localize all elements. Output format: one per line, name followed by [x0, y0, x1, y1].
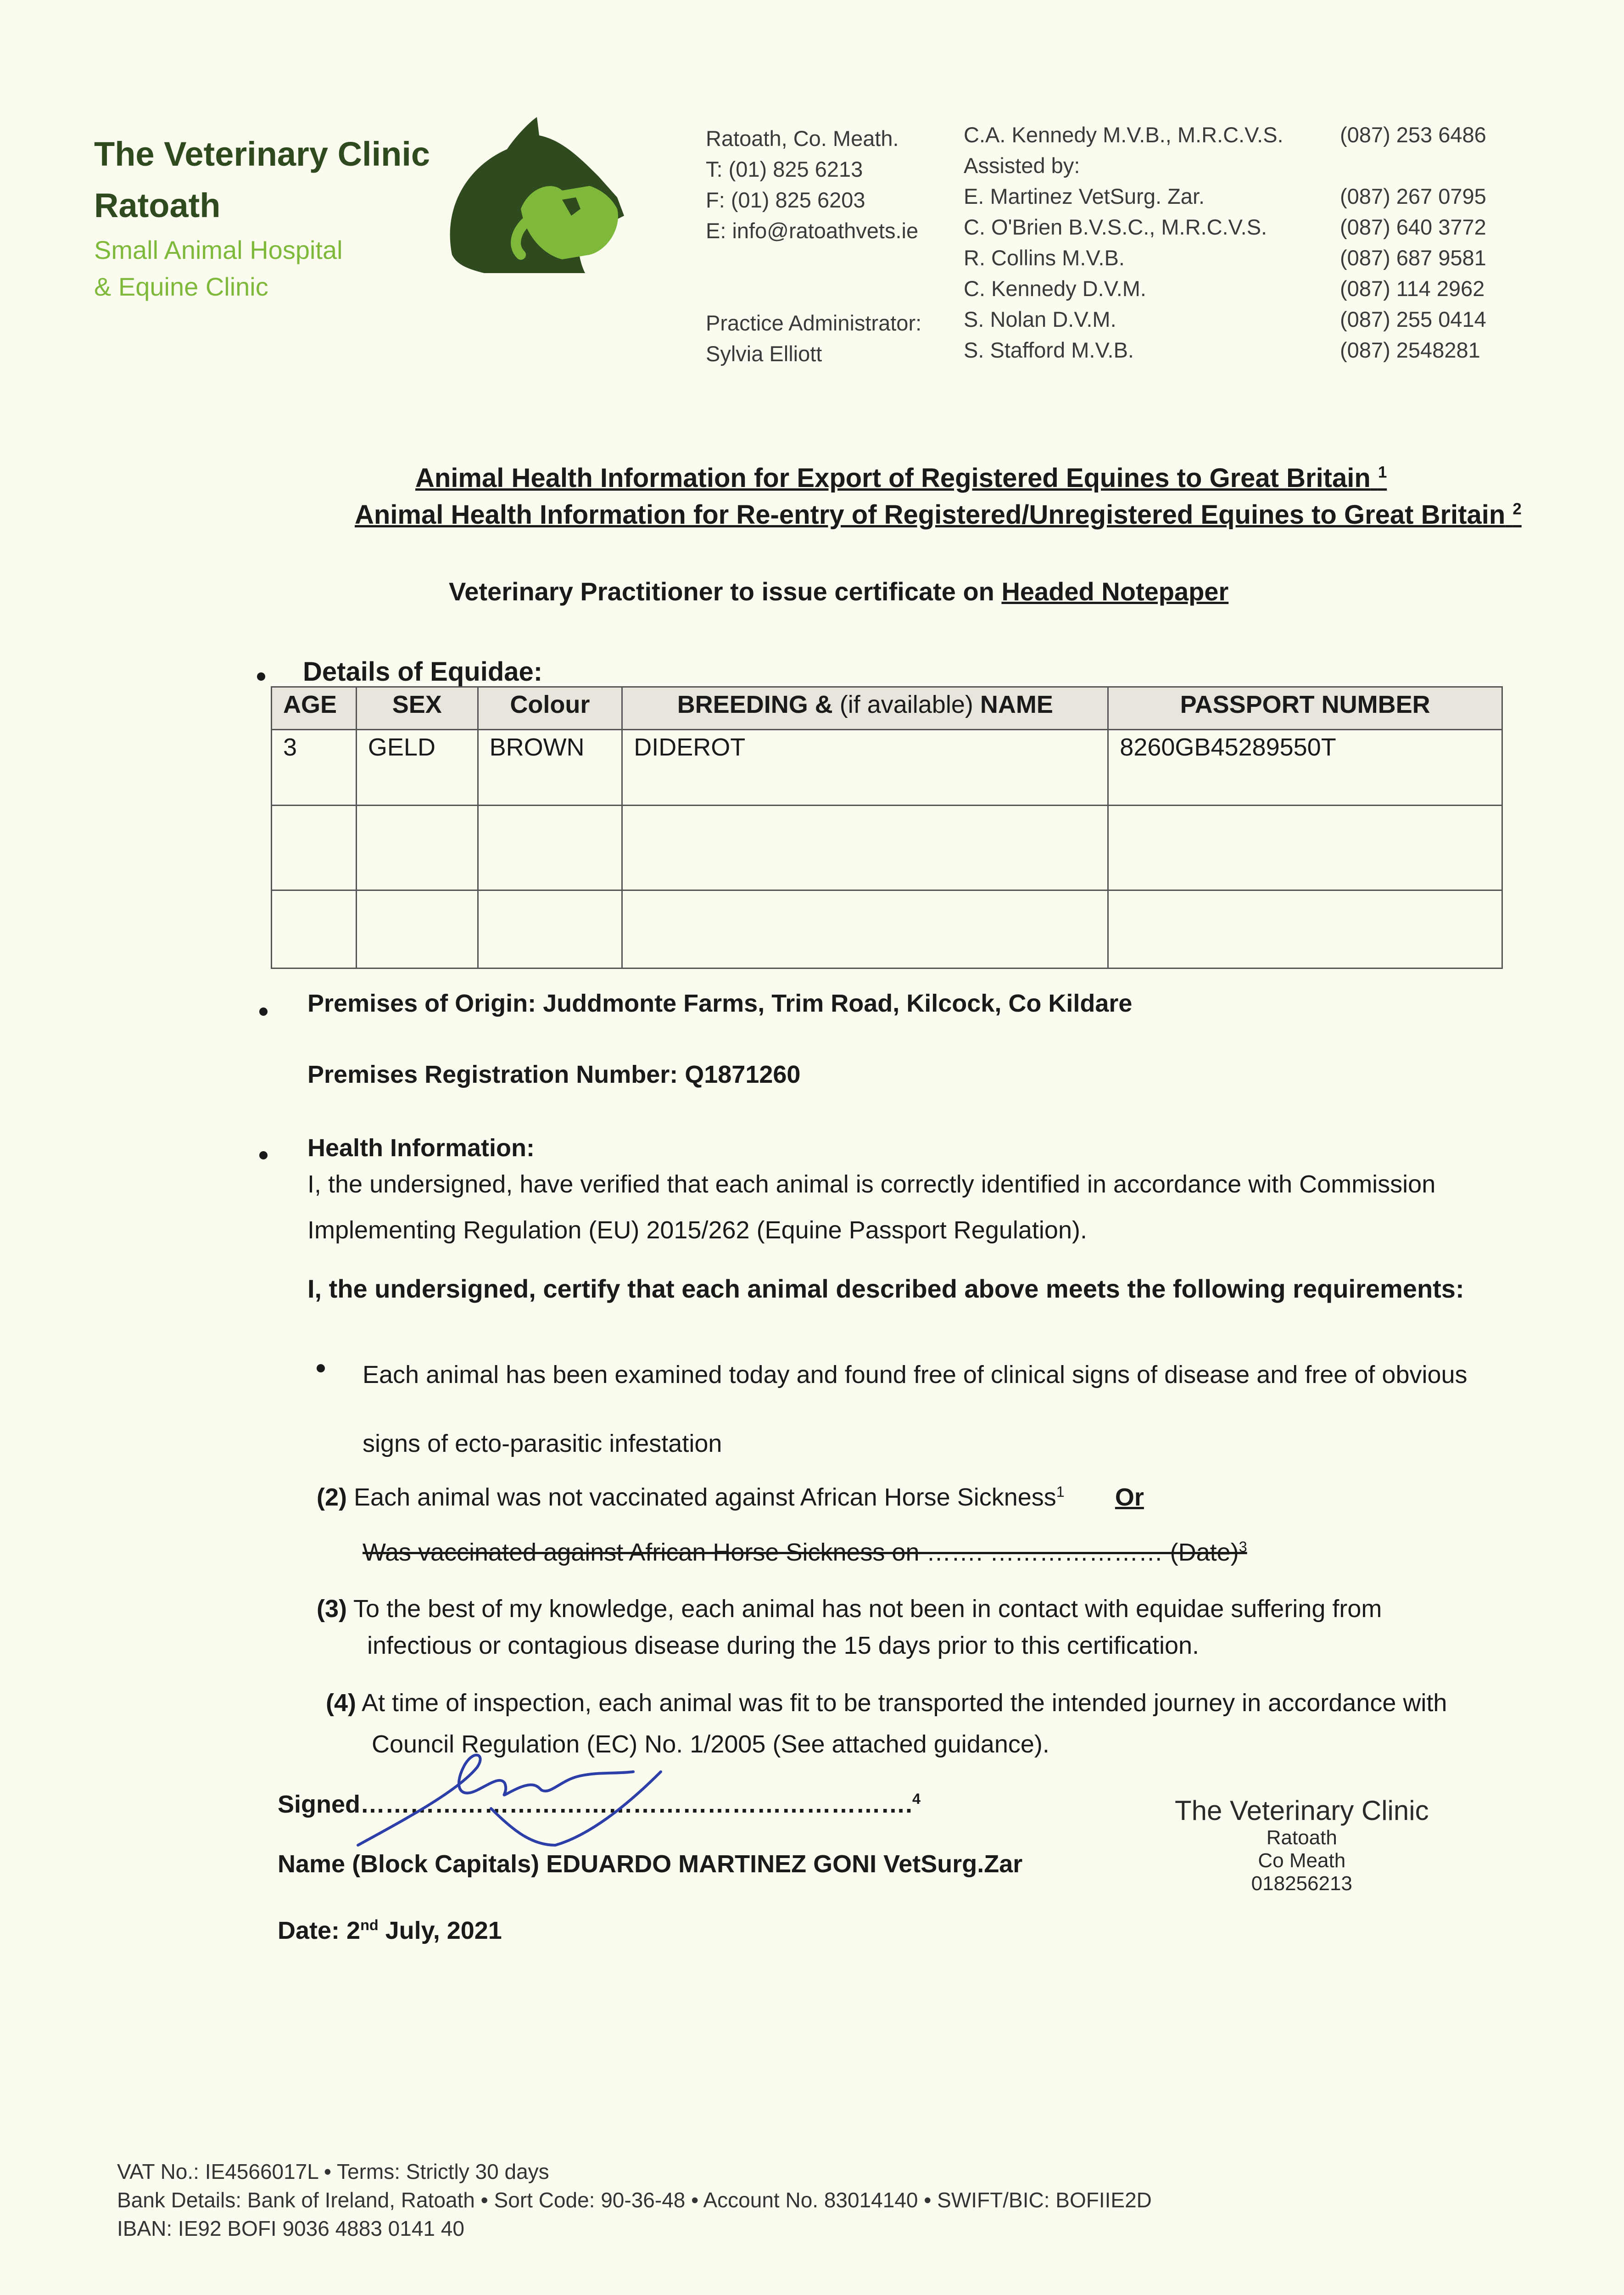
- req4-line1: At time of inspection, each animal was fit to be transported the intended journey in accordance with: [362, 1689, 1447, 1717]
- footer-line1: VAT No.: IE4566017L • Terms: Strictly 30 days: [117, 2160, 549, 2183]
- horse-logo-icon: [424, 117, 663, 296]
- date-prefix: Date: 2: [278, 1917, 361, 1944]
- col-breeding-c: NAME: [980, 691, 1053, 718]
- health-para-line1: I, the undersigned, have verified that each animal is correctly identified in accordance with Commission: [307, 1170, 1436, 1198]
- health-heading: Health Information:: [307, 1134, 535, 1162]
- footer-line2: Bank Details: Bank of Ireland, Ratoath • Sort Code: 90-36-48 • Account No. 83014140 • SWIFT/BIC: BOFIIE2D: [117, 2188, 1152, 2212]
- requirement-2-struck: [317, 1524, 1247, 1575]
- cell-colour: BROWN: [478, 730, 622, 806]
- staff-assisted-label: Assisted by:: [964, 153, 1080, 178]
- staff-phone: (087) 114 2962: [1340, 276, 1485, 301]
- table-row: [272, 806, 1502, 890]
- date-line: [278, 1916, 502, 1945]
- stamp-line3: Co Meath: [1258, 1849, 1346, 1872]
- footer: [117, 2157, 1152, 2243]
- vet-instruction-underlined: Headed Notepaper: [1001, 577, 1229, 606]
- cell-sex: GELD: [356, 730, 478, 806]
- col-passport: PASSPORT NUMBER: [1108, 687, 1502, 730]
- req2-or: Or: [1115, 1483, 1144, 1511]
- title-line2-text: Animal Health Information for Re-entry of Registered/Unregistered Equines to Great Britain: [355, 500, 1506, 530]
- bullet-icon: [259, 1151, 268, 1159]
- premises-registration: Premises Registration Number: Q1871260: [307, 1061, 801, 1088]
- bullet-icon: [317, 1364, 325, 1372]
- certify-statement: I, the undersigned, certify that each animal described above meets the following requirements:: [307, 1274, 1464, 1303]
- staff-vet: E. Martinez VetSurg. Zar.: [964, 184, 1205, 208]
- clinic-stamp: [1175, 1795, 1429, 1895]
- signed-sup: 4: [912, 1791, 921, 1807]
- staff-lead-phone: (087) 253 6486: [1340, 123, 1486, 147]
- date-suffix: July, 2021: [378, 1917, 502, 1944]
- equidae-table: [271, 686, 1503, 969]
- admin-name: Sylvia Elliott: [706, 341, 822, 366]
- clinic-subtitle: [94, 232, 343, 305]
- staff-phone: (087) 2548281: [1340, 338, 1480, 362]
- req3-line1: To the best of my knowledge, each animal has not been in contact with equidae suffering from: [353, 1595, 1382, 1623]
- req2-sup: 1: [1056, 1483, 1065, 1500]
- table-row: [272, 890, 1502, 968]
- staff-vet: S. Nolan D.V.M.: [964, 307, 1116, 331]
- staff-phones: [1340, 119, 1486, 365]
- name-line: Name (Block Capitals) EDUARDO MARTINEZ GONI VetSurg.Zar: [278, 1850, 1023, 1878]
- req2-text: Each animal was not vaccinated against African Horse Sickness: [354, 1483, 1056, 1511]
- req4-line2: Council Regulation (EC) No. 1/2005 (See attached guidance).: [372, 1730, 1049, 1758]
- footer-line3: IBAN: IE92 BOFI 9036 4883 0141 40: [117, 2217, 464, 2240]
- bullet-icon: [259, 1008, 268, 1016]
- staff-vet: C. O'Brien B.V.S.C., M.R.C.V.S.: [964, 215, 1267, 239]
- col-breeding-a: BREEDING &: [677, 691, 833, 718]
- staff-phone: (087) 267 0795: [1340, 184, 1486, 208]
- admin-label: Practice Administrator:: [706, 311, 922, 335]
- premises-origin: Premises of Origin: Juddmonte Farms, Trim Road, Kilcock, Co Kildare: [307, 990, 1133, 1017]
- col-colour: Colour: [478, 687, 622, 730]
- clinic-sub-line1: Small Animal Hospital: [94, 235, 343, 264]
- req3-line2: infectious or contagious disease during the 15 days prior to this certification.: [367, 1632, 1200, 1659]
- requirement-2: [317, 1469, 1144, 1520]
- col-age: AGE: [272, 687, 357, 730]
- health-para: [307, 1161, 1435, 1253]
- col-breeding: [622, 687, 1108, 730]
- req1-line2: signs of ecto-parasitic infestation: [363, 1430, 722, 1457]
- staff-phone: (087) 640 3772: [1340, 215, 1486, 239]
- contact-address: Ratoath, Co. Meath.: [706, 126, 899, 151]
- staff-lead: C.A. Kennedy M.V.B., M.R.C.V.S.: [964, 123, 1284, 147]
- date-sup: nd: [360, 1917, 379, 1933]
- equidae-heading: Details of Equidae:: [303, 657, 543, 687]
- contact-fax: F: (01) 825 6203: [706, 188, 865, 212]
- contact-tel: T: (01) 825 6213: [706, 157, 863, 181]
- req4-number: (4): [326, 1689, 356, 1717]
- title-line1-text: Animal Health Information for Export of Registered Equines to Great Britain: [415, 463, 1371, 493]
- staff-list: [964, 119, 1284, 365]
- staff-phone: (087) 255 0414: [1340, 307, 1486, 331]
- clinic-name-line2: Ratoath: [94, 186, 221, 224]
- cell-age: 3: [272, 730, 357, 806]
- clinic-sub-line2: & Equine Clinic: [94, 272, 268, 301]
- contact-email: E: info@ratoathvets.ie: [706, 218, 919, 243]
- staff-vet: S. Stafford M.V.B.: [964, 338, 1134, 362]
- stamp-line2: Ratoath: [1266, 1826, 1337, 1849]
- contact-block: [706, 123, 921, 369]
- document-title-line2: [355, 499, 1522, 530]
- req1-line1: Each animal has been examined today and found free of clinical signs of disease and free of obvious: [363, 1361, 1468, 1388]
- requirement-1: [363, 1340, 1468, 1478]
- vet-instruction: [449, 577, 1228, 606]
- bullet-icon: [257, 672, 265, 681]
- clinic-name: [94, 129, 430, 231]
- cell-passport: 8260GB45289550T: [1108, 730, 1502, 806]
- health-para-line2: Implementing Regulation (EU) 2015/262 (Equine Passport Regulation).: [307, 1216, 1087, 1244]
- stamp-line4: 018256213: [1251, 1872, 1352, 1895]
- staff-phone: (087) 687 9581: [1340, 246, 1486, 270]
- staff-vet: R. Collins M.V.B.: [964, 246, 1125, 270]
- cell-name: DIDEROT: [622, 730, 1108, 806]
- table-header-row: [272, 687, 1502, 730]
- req3-number: (3): [317, 1595, 347, 1623]
- document-title-line1: [415, 463, 1387, 493]
- clinic-name-line1: The Veterinary Clinic: [94, 135, 430, 173]
- table-row: [272, 730, 1502, 806]
- vet-instruction-text: Veterinary Practitioner to issue certificate on: [449, 577, 994, 606]
- signed-label: Signed………………………………………………………….: [278, 1791, 913, 1818]
- stamp-line1: The Veterinary Clinic: [1175, 1795, 1429, 1826]
- title-line1-sup: 1: [1378, 463, 1387, 481]
- title-line2-sup: 2: [1512, 500, 1522, 518]
- col-sex: SEX: [356, 687, 478, 730]
- staff-vet: C. Kennedy D.V.M.: [964, 276, 1146, 301]
- requirement-3: [317, 1590, 1382, 1664]
- col-breeding-b: (if available): [839, 691, 973, 718]
- req2-struck-text: Was vaccinated against African Horse Sickness on ……. ………………… (Date): [363, 1539, 1239, 1566]
- req2-number: (2): [317, 1483, 347, 1511]
- req2-struck-sup: 3: [1239, 1539, 1247, 1555]
